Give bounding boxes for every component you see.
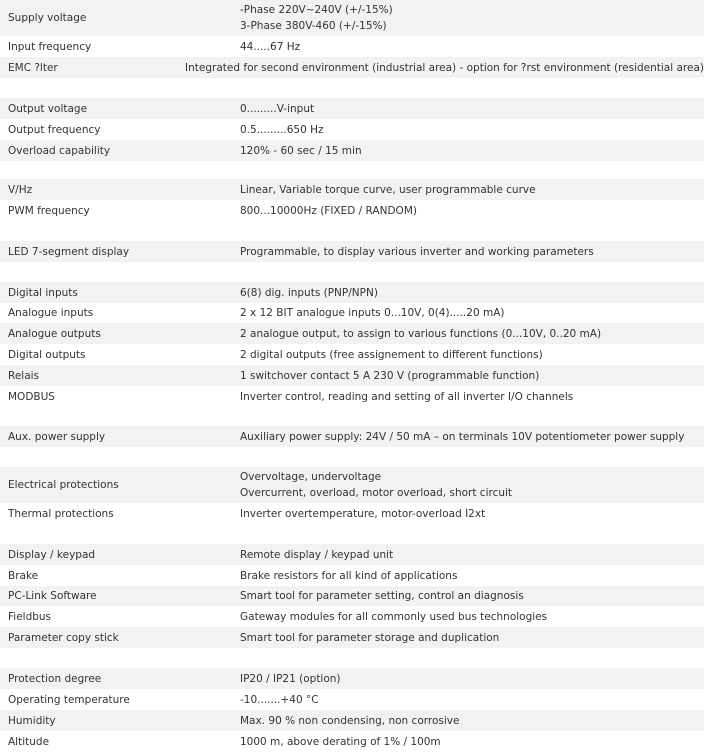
row-value [232, 565, 704, 586]
table-row [0, 323, 704, 344]
row-value [232, 386, 704, 407]
row-value-line: 1000 m, above derating of 1% / 100m [240, 735, 441, 748]
row-label: Output frequency [8, 123, 101, 136]
row-value-line: 2 digital outputs (free assignement to different functions) [240, 348, 543, 361]
row-label: PC-Link Software [8, 590, 97, 602]
row-value-line: Gateway modules for all commonly used bus technologies [240, 610, 548, 623]
row-label: PWM frequency [8, 204, 90, 217]
row-value [232, 586, 704, 606]
table-row [0, 386, 704, 407]
section-spacer [0, 161, 704, 179]
row-value [232, 344, 704, 365]
row-value-line: 1 switchover contact 5 A 230 V (programmable function) [240, 369, 540, 382]
row-label: Digital inputs [8, 286, 78, 299]
table-row [0, 731, 704, 752]
table-row [0, 586, 704, 606]
row-value [232, 627, 704, 648]
table-row [0, 344, 704, 365]
row-value [232, 200, 704, 221]
row-label: Protection degree [8, 672, 102, 685]
row-value [232, 241, 704, 262]
row-value [232, 606, 704, 627]
row-label: Supply voltage [8, 12, 87, 24]
table-row [0, 179, 704, 200]
row-label: Altitude [8, 735, 50, 748]
row-value [232, 323, 704, 344]
row-value-line: Auxiliary power supply: 24V / 50 mA – on terminals 10V potentiometer power supply [240, 430, 685, 443]
row-label: Fieldbus [8, 610, 52, 623]
row-value-line: 0.5.........650 Hz [240, 123, 324, 136]
row-value [232, 282, 704, 303]
row-label: Input frequency [8, 40, 92, 53]
row-value [232, 503, 704, 525]
row-value [232, 0, 704, 36]
row-value-line: 800...10000Hz (FIXED / RANDOM) [240, 204, 417, 217]
section-spacer [0, 262, 704, 282]
row-label: Humidity [8, 714, 56, 727]
table-row [0, 467, 704, 503]
row-value [232, 119, 704, 140]
row-label: Analogue outputs [8, 327, 101, 340]
table-row [0, 140, 704, 161]
row-label: Aux. power supply [8, 430, 106, 443]
table-row [0, 241, 704, 262]
table-row [0, 710, 704, 731]
row-label: Brake [8, 569, 39, 582]
table-row [0, 365, 704, 386]
row-label: Analogue inputs [8, 307, 94, 319]
table-row [0, 282, 704, 303]
table-row [0, 200, 704, 221]
section-spacer [0, 407, 704, 426]
row-label: Electrical protections [8, 479, 119, 491]
row-value-line: Max. 90 % non condensing, non corrosive [240, 714, 460, 727]
table-row [0, 303, 704, 323]
row-value [232, 467, 704, 503]
row-label: LED 7-segment display [8, 245, 130, 258]
row-value [232, 140, 704, 161]
row-label: Operating temperature [8, 693, 130, 706]
table-row [0, 36, 704, 57]
row-label: Output voltage [8, 102, 88, 115]
table-row [0, 98, 704, 119]
section-spacer [0, 525, 704, 544]
row-label: Parameter copy stick [8, 631, 119, 644]
row-value [232, 303, 704, 323]
row-value-line: Brake resistors for all kind of applications [240, 569, 458, 582]
row-label: V/Hz [8, 183, 33, 196]
table-row [0, 627, 704, 648]
section-spacer [0, 648, 704, 668]
section-spacer [0, 447, 704, 467]
row-value-line: 3-Phase 380V-460 (+/-15%) [240, 20, 387, 32]
table-row [0, 544, 704, 565]
table-row [0, 426, 704, 447]
row-value-line: 2 analogue output, to assign to various functions (0...10V, 0..20 mA) [240, 327, 602, 340]
row-label: Display / keypad [8, 548, 96, 561]
table-row [0, 689, 704, 710]
row-value [232, 689, 704, 710]
row-value-line: Smart tool for parameter setting, control an diagnosis [240, 590, 524, 602]
row-value-line: Overvoltage, undervoltage [240, 471, 382, 483]
row-value-line: Programmable, to display various inverter and working parameters [240, 245, 594, 258]
row-value-line: Overcurrent, overload, motor overload, short circuit [240, 487, 513, 499]
row-value-line: 120% - 60 sec / 15 min [240, 144, 362, 157]
row-value-line: IP20 / IP21 (option) [240, 672, 341, 685]
section-spacer [0, 78, 704, 98]
section-spacer [0, 221, 704, 241]
row-label: EMC ?lter [8, 61, 58, 74]
table-row [0, 503, 704, 525]
row-value-line: Remote display / keypad unit [240, 548, 394, 561]
row-label: Digital outputs [8, 348, 86, 361]
row-value-line: 2 x 12 BIT analogue inputs 0...10V, 0(4).....20 mA) [240, 307, 505, 319]
row-value-line: Linear, Variable torque curve, user programmable curve [240, 183, 536, 196]
row-value-line: -Phase 220V~240V (+/-15%) [240, 4, 393, 16]
row-label: MODBUS [8, 390, 55, 403]
table-row [0, 668, 704, 689]
table-row [0, 57, 704, 78]
row-value-line: Integrated for second environment (industrial area) - option for ?rst environment (residential area) [185, 61, 704, 74]
row-value [232, 544, 704, 565]
row-label: Thermal protections [8, 508, 114, 520]
row-value-line: Inverter overtemperature, motor-overload I2xt [240, 508, 486, 520]
table-row [0, 606, 704, 627]
row-value [232, 710, 704, 731]
row-value [232, 98, 704, 119]
table-row [0, 119, 704, 140]
row-label: Overload capability [8, 144, 111, 157]
row-value [232, 36, 704, 57]
row-value [232, 426, 704, 447]
row-value [232, 668, 704, 689]
row-label: Relais [8, 369, 40, 382]
row-value [232, 365, 704, 386]
row-value-line: Smart tool for parameter storage and duplication [240, 631, 500, 644]
row-value [177, 57, 704, 78]
row-value [232, 179, 704, 200]
row-value-line: -10.......+40 °C [240, 693, 319, 706]
row-value-line: 0.........V-input [240, 102, 315, 115]
row-value-line: Inverter control, reading and setting of all inverter I/O channels [240, 390, 574, 403]
row-value-line: 44.....67 Hz [240, 40, 301, 53]
table-row [0, 565, 704, 586]
table-row [0, 0, 704, 36]
row-value-line: 6(8) dig. inputs (PNP/NPN) [240, 286, 378, 299]
row-value [232, 731, 704, 752]
